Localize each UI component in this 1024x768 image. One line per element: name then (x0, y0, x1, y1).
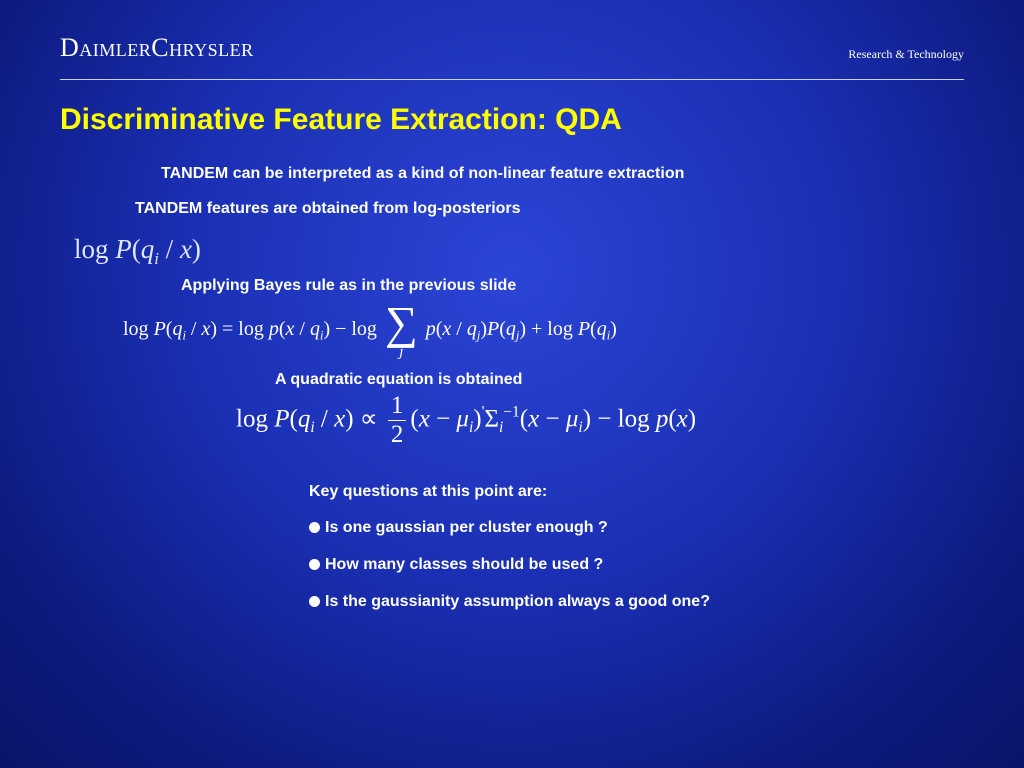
question-item (309, 556, 603, 574)
bullet-icon (309, 559, 320, 570)
bullet-icon (309, 596, 320, 607)
summation-symbol: ∑ j (384, 297, 418, 360)
bullet-icon (309, 522, 320, 533)
text-tandem-features: TANDEM features are obtained from log-posteriors (135, 200, 521, 217)
text-tandem-interpretation: TANDEM can be interpreted as a kind of non-linear feature extraction (161, 165, 685, 182)
equation-quadratic: $\log P(q_i / x)$ ∝ $\frac{1}{2}$ $(x - \mu_i)'\Sigma_i^{-1}(x - \mu_i) - \log p(x)$ (236, 392, 697, 448)
question-text: Is one gaussian per cluster enough ? (325, 519, 608, 536)
division-label: Research & Technology (848, 47, 964, 61)
equation-log-posterior: $\log P(q_i / x)$ (74, 234, 201, 268)
question-text: Is the gaussianity assumption always a good one? (325, 593, 710, 610)
fraction-one-half: $\frac{1}{2}$ (388, 392, 407, 449)
header-divider (60, 79, 964, 80)
text-bayes-rule: Applying Bayes rule as in the previous slide (181, 277, 517, 294)
equation-bayes-expansion: $\log P(q_i / x) = \log p(x / q_i) - \log$ ∑ j $p(x / q_j)P(q_j) + \log P(q_i)$ (123, 297, 617, 360)
question-text: How many classes should be used ? (325, 556, 604, 573)
brand-logo: DaimlerChrysler (60, 33, 254, 62)
question-item (309, 519, 608, 537)
questions-heading: Key questions at this point are: (309, 483, 548, 500)
question-item (309, 593, 710, 611)
text-quadratic-equation: A quadratic equation is obtained (275, 371, 523, 388)
slide-title: Discriminative Feature Extraction: QDA (60, 103, 622, 136)
